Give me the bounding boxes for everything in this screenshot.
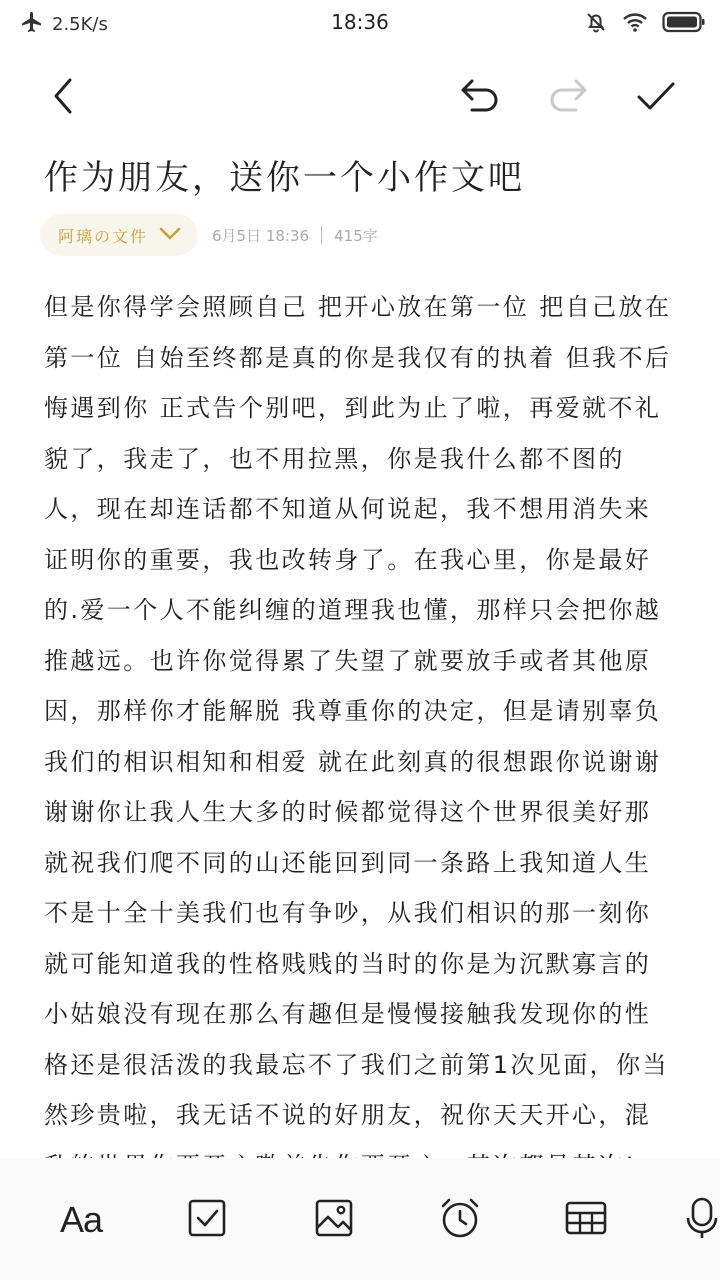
reminder-button[interactable] <box>432 1192 488 1248</box>
editor-top-bar <box>0 60 720 136</box>
net-speed: 2.5K/s <box>52 13 108 35</box>
editor-toolbar <box>0 1158 720 1280</box>
note-date: 6月5日 18:36 <box>212 226 310 245</box>
font-style-icon: Aa <box>59 1199 103 1240</box>
battery-icon <box>662 10 706 38</box>
undo-button[interactable] <box>454 72 506 124</box>
undo-icon <box>458 76 502 120</box>
voice-input-button[interactable] <box>684 1192 720 1248</box>
folder-selector[interactable] <box>40 214 198 256</box>
wifi-icon <box>622 11 648 37</box>
note-meta <box>40 214 378 256</box>
status-bar <box>0 0 720 48</box>
word-count: 415字 <box>334 226 378 245</box>
insert-table-button[interactable] <box>558 1192 614 1248</box>
table-icon <box>564 1198 608 1242</box>
checklist-icon <box>187 1198 227 1242</box>
redo-button[interactable] <box>542 72 594 124</box>
redo-icon <box>546 76 590 120</box>
font-style-button[interactable] <box>53 1192 109 1248</box>
alarm-icon <box>438 1196 482 1244</box>
microphone-icon <box>684 1196 720 1244</box>
note-title[interactable]: 作为朋友，送你一个小作文吧 <box>44 158 525 198</box>
note-body[interactable]: 但是你得学会照顾自己 把开心放在第一位 把自己放在第一位 自始至终都是真的你是我仅有的执着 但我不后悔遇到你 正式告个别吧，到此为止了啦，再爱就不礼貌了，我走了，也不用拉黑，你是我什么都不图的人，现在却连话都不知道从何说起，我不想用消失来证明你的重要，我也改转身了。在我心里，你是最好的.爱一个人不能纠缠的道理我也懂，那样只会把你越推越远。也许你觉得累了失望了就要放手或者其他原因，那样你才能解脱 我尊重你的决定，但是请别辜负我们的相识相知和相爱 就在此刻真的很想跟你说谢谢谢谢你让我人生大多的时候都觉得这个世界很美好那就祝我们爬不同的山还能回到同一条路上我知道人生不是十全十美我们也有争吵，从我们相识的那一刻你就可能知道我的性格贱贱的当时的你是为沉默寡言的小姑娘没有现在那么有趣但是慢慢接触我发现你的性格还是很活泼的我最忘不了我们之前第1次见面，你当然珍贵啦，我无话不说的好朋友，祝你天天开心，混 <box>44 293 672 1129</box>
back-button[interactable] <box>38 72 90 124</box>
meta-divider <box>321 226 322 244</box>
done-button[interactable] <box>630 72 682 124</box>
mute-bell-icon <box>584 10 608 38</box>
note-info <box>212 225 378 246</box>
status-right <box>584 10 706 38</box>
clock: 18:36 <box>331 10 389 34</box>
image-icon <box>314 1198 354 1242</box>
checklist-button[interactable] <box>179 1192 235 1248</box>
insert-image-button[interactable] <box>306 1192 362 1248</box>
chevron-down-icon <box>158 225 182 245</box>
done-check-icon <box>634 76 678 120</box>
folder-name: 阿璃の文件 <box>58 226 149 246</box>
back-icon <box>46 76 82 120</box>
